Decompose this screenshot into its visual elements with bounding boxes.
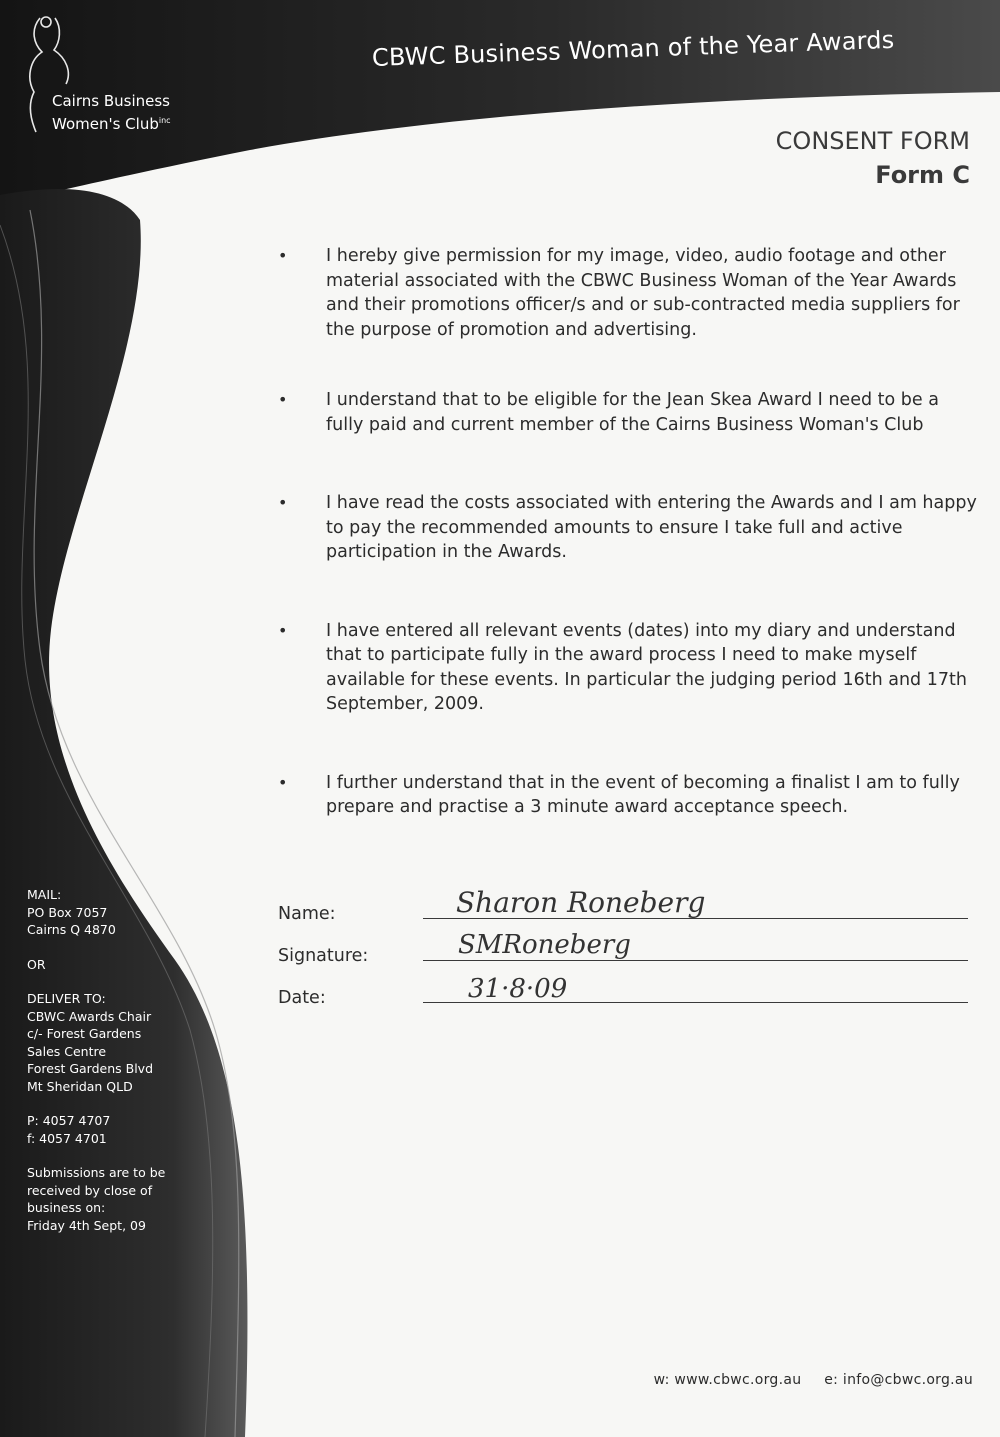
bullet-icon: • [278,246,288,265]
or-text: OR [27,956,46,972]
consent-statement [278,619,978,717]
signature-line [423,960,968,961]
logo-inc-suffix: inc [158,116,171,125]
fax-number: f: 4057 4701 [27,1130,107,1146]
consent-statement [278,244,978,342]
form-heading [776,124,970,192]
signature-label: Signature: [278,946,369,966]
mail-line: PO Box 7057 [27,904,108,920]
deliver-line: Mt Sheridan QLD [27,1078,133,1094]
submission-note: business on: [27,1200,106,1215]
submission-deadline: Friday 4th Sept, 09 [27,1217,146,1233]
name-field[interactable]: Sharon Roneberg [456,886,706,919]
form-title: CONSENT FORM [775,127,970,155]
statement-text: I further understand that in the event of becoming a finalist I am to fully prepare and practise a 3 minute award acceptance speech. [326,772,960,817]
statement-text: I have read the costs associated with entering the Awards and I am happy to pay the recommended amounts to ensure I take full and active participation in the Awards. [326,493,977,562]
deliver-line: c/- Forest Gardens [27,1026,142,1041]
signature-field[interactable]: SMRoneberg [458,930,631,960]
mail-label: MAIL: [27,887,62,902]
deliver-label: DELIVER TO: [27,991,106,1006]
statement-text: I understand that to be eligible for the Jean Skea Award I need to be a fully paid and current member of the Cairns Business Woman's Club [326,390,939,435]
date-field[interactable]: 31·8·09 [468,974,568,1004]
submission-note: Submissions are to be [27,1165,166,1180]
statement-text: I have entered all relevant events (dates) into my diary and understand that to participate fully in the award process I need to make myself available for these events. In particular the judging period 16th and 17th September, 2009. [326,620,967,714]
date-label: Date: [278,988,326,1008]
website-link[interactable]: w: www.cbwc.org.au [653,1372,802,1388]
bullet-icon: • [278,772,288,792]
consent-statements [278,244,978,820]
bullet-icon: • [278,493,288,512]
awards-title: CBWC Business Woman of the Year Awards [371,25,895,72]
email-link[interactable]: e: info@cbwc.org.au [824,1372,973,1388]
deliver-line: CBWC Awards Chair [27,1008,152,1024]
footer-contact [654,1372,973,1388]
deliver-line: Sales Centre [27,1043,107,1059]
logo-line-1: Cairns Business [52,92,170,110]
deliver-line: Forest Gardens Blvd [27,1061,154,1076]
bullet-icon: • [278,620,288,640]
mail-line: Cairns Q 4870 [27,922,116,937]
statement-text: I hereby give permission for my image, video, audio footage and other material associated with the CBWC Business Woman of the Year Awards and their promotions officer/s and or sub-contracted media suppliers for the purpose of promotion and advertising. [326,246,960,340]
bullet-icon: • [278,390,288,409]
contact-sidebar [27,886,197,1234]
consent-statement [278,771,978,820]
phone-number: P: 4057 4707 [27,1113,111,1128]
submission-note: received by close of [27,1182,153,1198]
logo-line-2 [52,111,171,134]
form-subtitle: Form C [875,161,970,189]
consent-statement [278,388,978,437]
consent-statement [278,491,978,565]
logo-line-2-text: Women's Club [52,115,159,133]
name-label: Name: [278,904,336,924]
club-logo-text [52,92,171,134]
